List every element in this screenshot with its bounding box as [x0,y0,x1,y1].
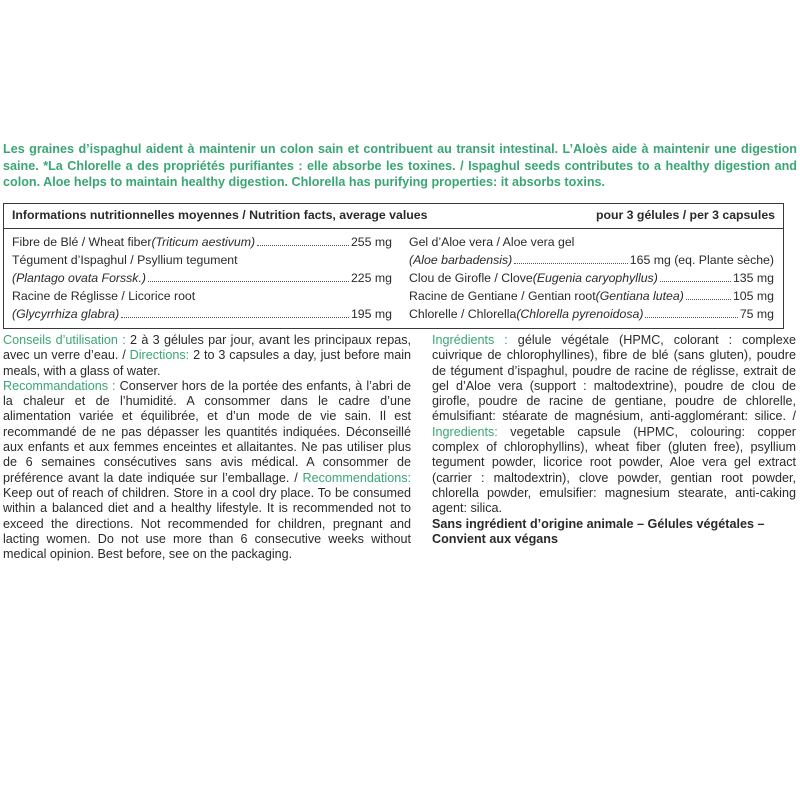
nutrition-row [12,251,392,269]
leader-dots [121,317,349,318]
nutrition-column-right [409,233,774,323]
ingredients-paragraph [432,333,796,517]
nutrient-amount: 105 mg [732,289,774,303]
nutrient-amount: 255 mg [350,235,392,249]
recommandations-text: Conserver hors de la portée des enfants, à l’abri de la chaleur et de l’humidité. A consommer dans le cadre d’une alimentation variée et équilibrée, et d’un mode de vie sain. Il est recommandé de ne pas dépasser les quantités indiquées. Déconseillé aux enfants et aux femmes enceintes et allaitantes. Ne pas utiliser plus de 6 semaines consécutives sans avis médical. A consommer de préférence avant la date indiquée sur l’emballage. / [3,378,411,485]
nutrient-latin-name: (Eugenia caryophyllus) [532,271,658,285]
nutrition-row [12,269,392,287]
nutrient-name: Tégument d’Ispaghul / Psyllium tegument [12,253,238,267]
nutrient-latin-name: (Triticum aestivum) [151,235,256,249]
directions-label: Directions: [129,348,190,363]
nutrition-column-left [12,233,392,323]
nutrient-name: Clou de Girofle / Clove [409,271,533,285]
usage-paragraph [3,333,411,379]
nutrition-header-divider [4,228,783,229]
nutrition-row [409,287,774,305]
nutrient-name: Fibre de Blé / Wheat fiber [12,235,152,249]
nutrient-latin-name: (Chlorella pyrenoidosa) [516,307,644,321]
leader-dots [645,317,737,318]
leader-dots [514,263,628,264]
health-claims [3,141,797,191]
nutrient-amount: 75 mg [739,307,774,321]
ingredients-fr-text: gélule végétale (HPMC, colorant : complexe cuivrique de chlorophyllines), fibre de blé (sans gluten), poudre de tégument d’ispaghul, poudre de racine de réglisse, extrait de gel d’Aloe vera (support : maltodextrine), poudre de clou de girofle, poudre de racine de gentiane, poudre de chlorelle, émulsifiant: stéarate de magnésium, anti-agglomérant: silice. / [432,333,796,424]
nutrition-row [12,233,392,251]
nutrition-header-title: Informations nutritionnelles moyennes / Nutrition facts, average values [12,208,428,222]
nutrition-header [12,208,775,222]
nutrient-latin-name: (Aloe barbadensis) [409,253,513,267]
ingredients-fr-label: Ingrédients : [432,333,508,347]
nutrition-row [12,287,392,305]
vegan-note: Sans ingrédient d’origine animale – Gélules végétales – Convient aux végans [432,516,765,546]
recommandations-label: Recommandations : [3,378,116,393]
nutrition-facts-table [3,203,784,329]
leader-dots [148,281,349,282]
leader-dots [257,245,349,246]
nutrient-name: Chlorelle / Chlorella [409,307,517,321]
nutrient-name: Racine de Gentiane / Gentian root [409,289,596,303]
recommendations-label: Recommendations: [302,470,411,485]
nutrition-row [12,305,392,323]
nutrient-amount: 225 mg [350,271,392,285]
nutrition-row [409,305,774,323]
nutrient-latin-name: (Glycyrrhiza glabra) [12,307,120,321]
nutrition-row [409,233,774,251]
nutrition-header-serving: pour 3 gélules / per 3 capsules [595,208,775,222]
nutrient-amount: 165 mg (eq. Plante sèche) [629,253,774,267]
nutrient-amount: 135 mg [732,271,774,285]
directions-text: 2 to 3 capsules a day, just before main meals, with a glass of water. [3,348,412,378]
recommendations-paragraph [3,379,411,563]
conseils-text: 2 à 3 gélules par jour, avant les principaux repas, avec un verre d’eau. / [3,333,411,363]
health-claims-text: Les graines d’ispaghul aident à maintenir un colon sain et contribuent au transit intestinal. L’Aloès aide à maintenir une digestion saine. *La Chlorelle a des propriétés purifiantes : elle absorbe les toxines. / Ispaghul seeds contributes to a healthy digestion and colon. Aloe helps to maintain healthy digestion. Chlorella has purifying properties: it absorbs toxins. [3,142,797,189]
leader-dots [686,299,731,300]
ingredients-section [432,333,796,547]
ingredients-en-text: vegetable capsule (HPMC, colouring: copper complex of chlorophyllins), wheat fiber (gluten free), psyllium tegument powder, licorice root powder, Aloe vera gel extract (carrier : maltodextrin), clove powder, gentian root powder, chlorella powder, emulsifier: magnesium stearate, anti-caking agent: silica. [432,424,796,516]
leader-dots [660,281,731,282]
nutrient-name: Gel d’Aloe vera / Aloe vera gel [409,235,575,249]
ingredients-en-label: Ingredients: [432,424,498,439]
nutrient-latin-name: (Gentiana lutea) [595,289,684,303]
nutrition-row [409,251,774,269]
usage-section [3,333,411,562]
nutrition-row [409,269,774,287]
nutrient-name: Racine de Réglisse / Licorice root [12,289,196,303]
conseils-label: Conseils d’utilisation : [3,333,126,347]
recommendations-text: Keep out of reach of children. Store in a cool dry place. To be consumed within a balanced diet and a healthy lifestyle. It is recommended not to exceed the directions. Not recommended for children, pregnant and lacting women. Do not use more than 6 consecutive weeks without medical opinion. Best before, see on the packaging. [3,485,411,562]
nutrient-amount: 195 mg [350,307,392,321]
nutrient-latin-name: (Plantago ovata Forssk.) [12,271,146,285]
